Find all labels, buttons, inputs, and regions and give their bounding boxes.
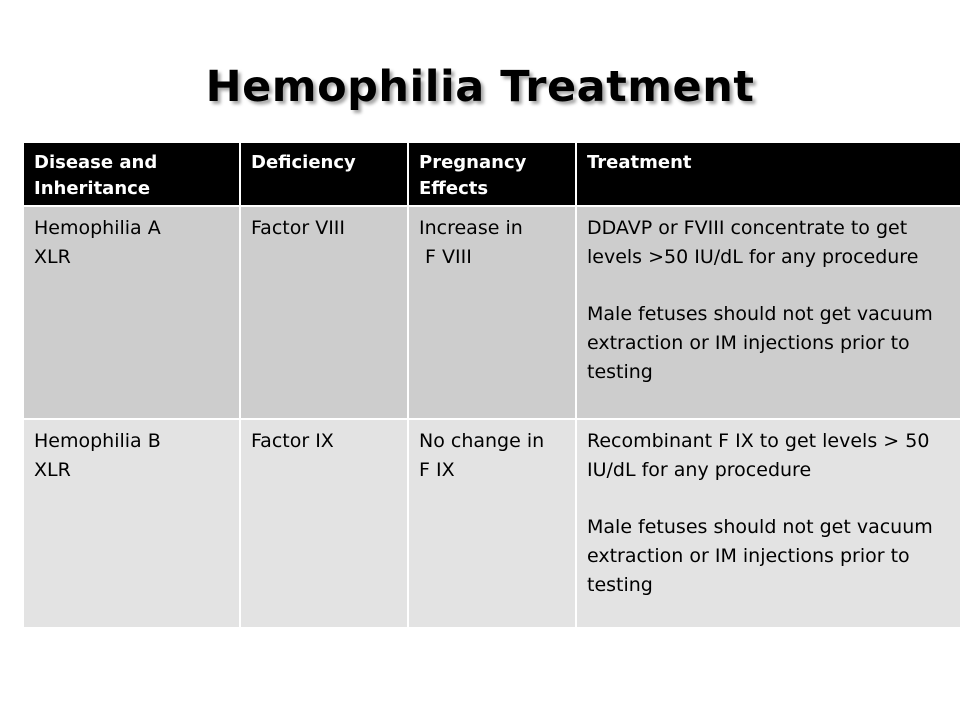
cell-treatment (576, 419, 960, 628)
cell-deficiency (240, 206, 408, 419)
table-header-row (24, 143, 960, 206)
header-deficiency (240, 143, 408, 206)
treatment-table (24, 143, 960, 629)
inheritance: XLR (34, 459, 71, 481)
header-treatment (576, 143, 960, 206)
table-row (24, 419, 960, 628)
treatment-note: Male fetuses should not get vacuum extraction or IM injections prior to testing (587, 303, 933, 383)
cell-treatment (576, 206, 960, 419)
pregnancy-effect: F VIII (419, 246, 472, 268)
header-text: Pregnancy (419, 152, 527, 173)
header-disease-inheritance (24, 143, 240, 206)
inheritance: XLR (34, 246, 71, 268)
header-text: Effects (419, 178, 489, 199)
cell-disease (24, 206, 240, 419)
header-text: Treatment (587, 152, 692, 173)
header-text: Disease and (34, 152, 158, 173)
cell-pregnancy (408, 206, 576, 419)
treatment-text: Recombinant F IX to get levels > 50 IU/dL for any procedure (587, 430, 930, 481)
disease-name: Hemophilia A (34, 217, 161, 239)
deficiency-value: Factor VIII (251, 217, 346, 239)
slide-title: Hemophilia Treatment (205, 62, 755, 112)
header-text: Deficiency (251, 152, 356, 173)
header-text: Inheritance (34, 178, 151, 199)
table-row (24, 206, 960, 419)
pregnancy-effect: F IX (419, 459, 455, 481)
cell-deficiency (240, 419, 408, 628)
cell-pregnancy (408, 419, 576, 628)
cell-disease (24, 419, 240, 628)
pregnancy-effect: No change in (419, 430, 545, 452)
treatment-note: Male fetuses should not get vacuum extraction or IM injections prior to testing (587, 516, 933, 596)
treatment-text: DDAVP or FVIII concentrate to get levels >50 IU/dL for any procedure (587, 217, 919, 268)
deficiency-value: Factor IX (251, 430, 334, 452)
disease-name: Hemophilia B (34, 430, 161, 452)
pregnancy-effect: Increase in (419, 217, 523, 239)
header-pregnancy-effects (408, 143, 576, 206)
